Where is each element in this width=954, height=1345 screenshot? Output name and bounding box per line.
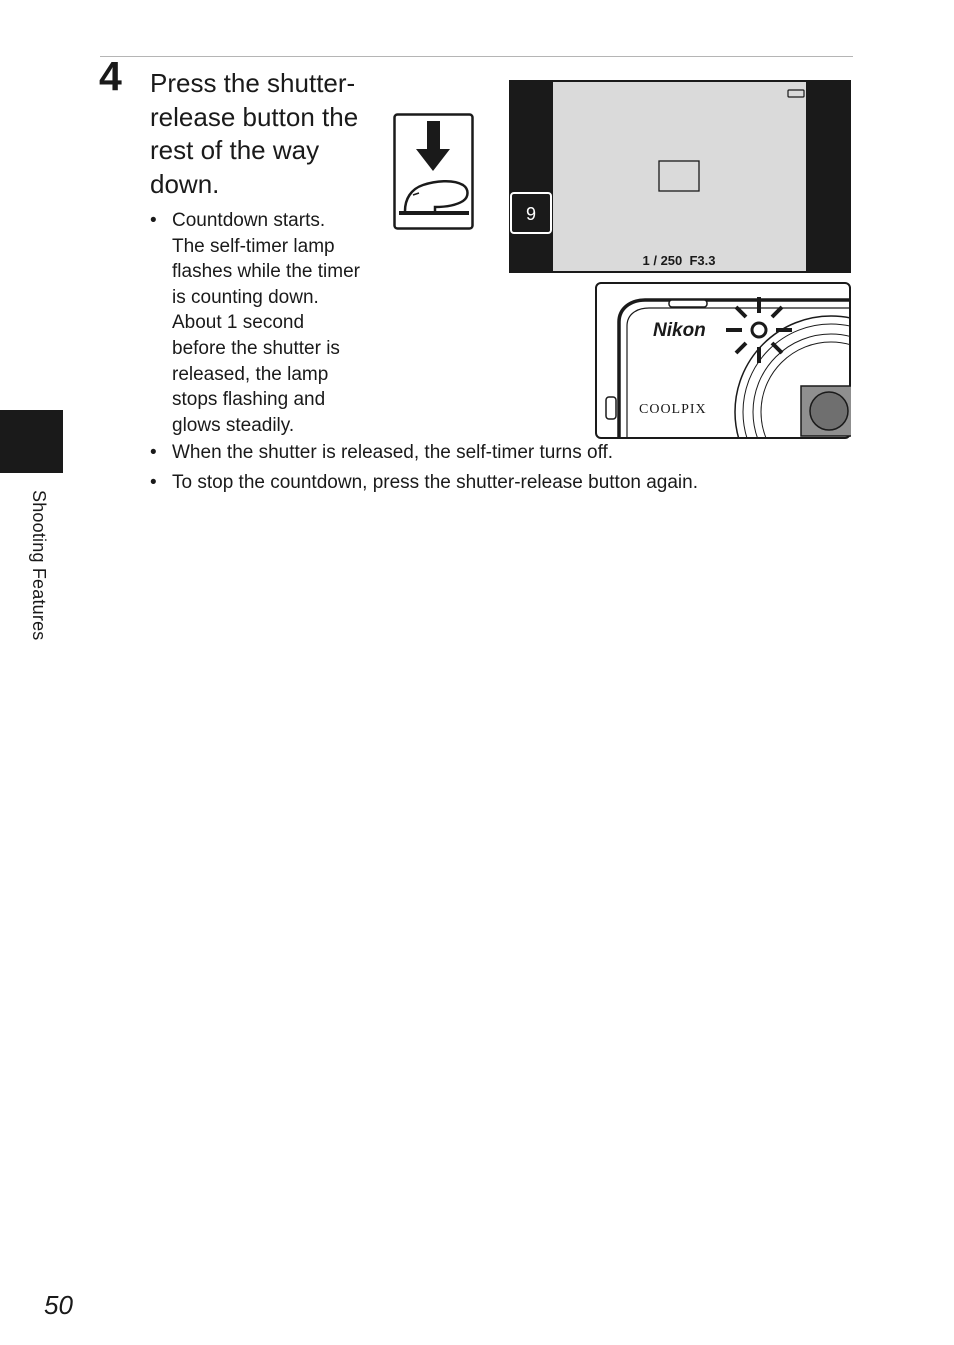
list-item xyxy=(150,440,812,466)
bullet-text: To stop the countdown, press the shutter-release button again. xyxy=(172,471,698,493)
section-label: Shooting Features xyxy=(29,490,49,641)
list-item xyxy=(150,208,362,438)
section-tab xyxy=(0,410,63,473)
camera-brand: Nikon xyxy=(653,320,706,341)
shutter-press-icon xyxy=(393,113,475,231)
bullet-symbol: • xyxy=(150,210,157,231)
step-number: 4 xyxy=(99,53,122,99)
bullet-symbol: • xyxy=(150,471,157,493)
list-item xyxy=(150,470,812,496)
camera-model: COOLPIX xyxy=(639,402,707,417)
step-title: Press the shutter-release button the rest of the way down. xyxy=(150,68,359,199)
page-number: 50 xyxy=(44,1290,73,1320)
top-rule xyxy=(100,56,853,57)
bullet-symbol: • xyxy=(150,442,157,464)
exposure-readout: 1 / 250 F3.3 xyxy=(642,253,716,268)
countdown-value: 9 xyxy=(525,204,537,224)
bullet-text: Countdown starts. The self-timer lamp flashes while the timer is counting down. About 1 second before the shutter is released, the lamp stops flashing and glows steadily. xyxy=(172,210,360,436)
bullet-text: When the shutter is released, the self-timer turns off. xyxy=(172,442,614,464)
camera-monitor xyxy=(509,80,851,273)
camera-front-illustration xyxy=(595,282,851,439)
